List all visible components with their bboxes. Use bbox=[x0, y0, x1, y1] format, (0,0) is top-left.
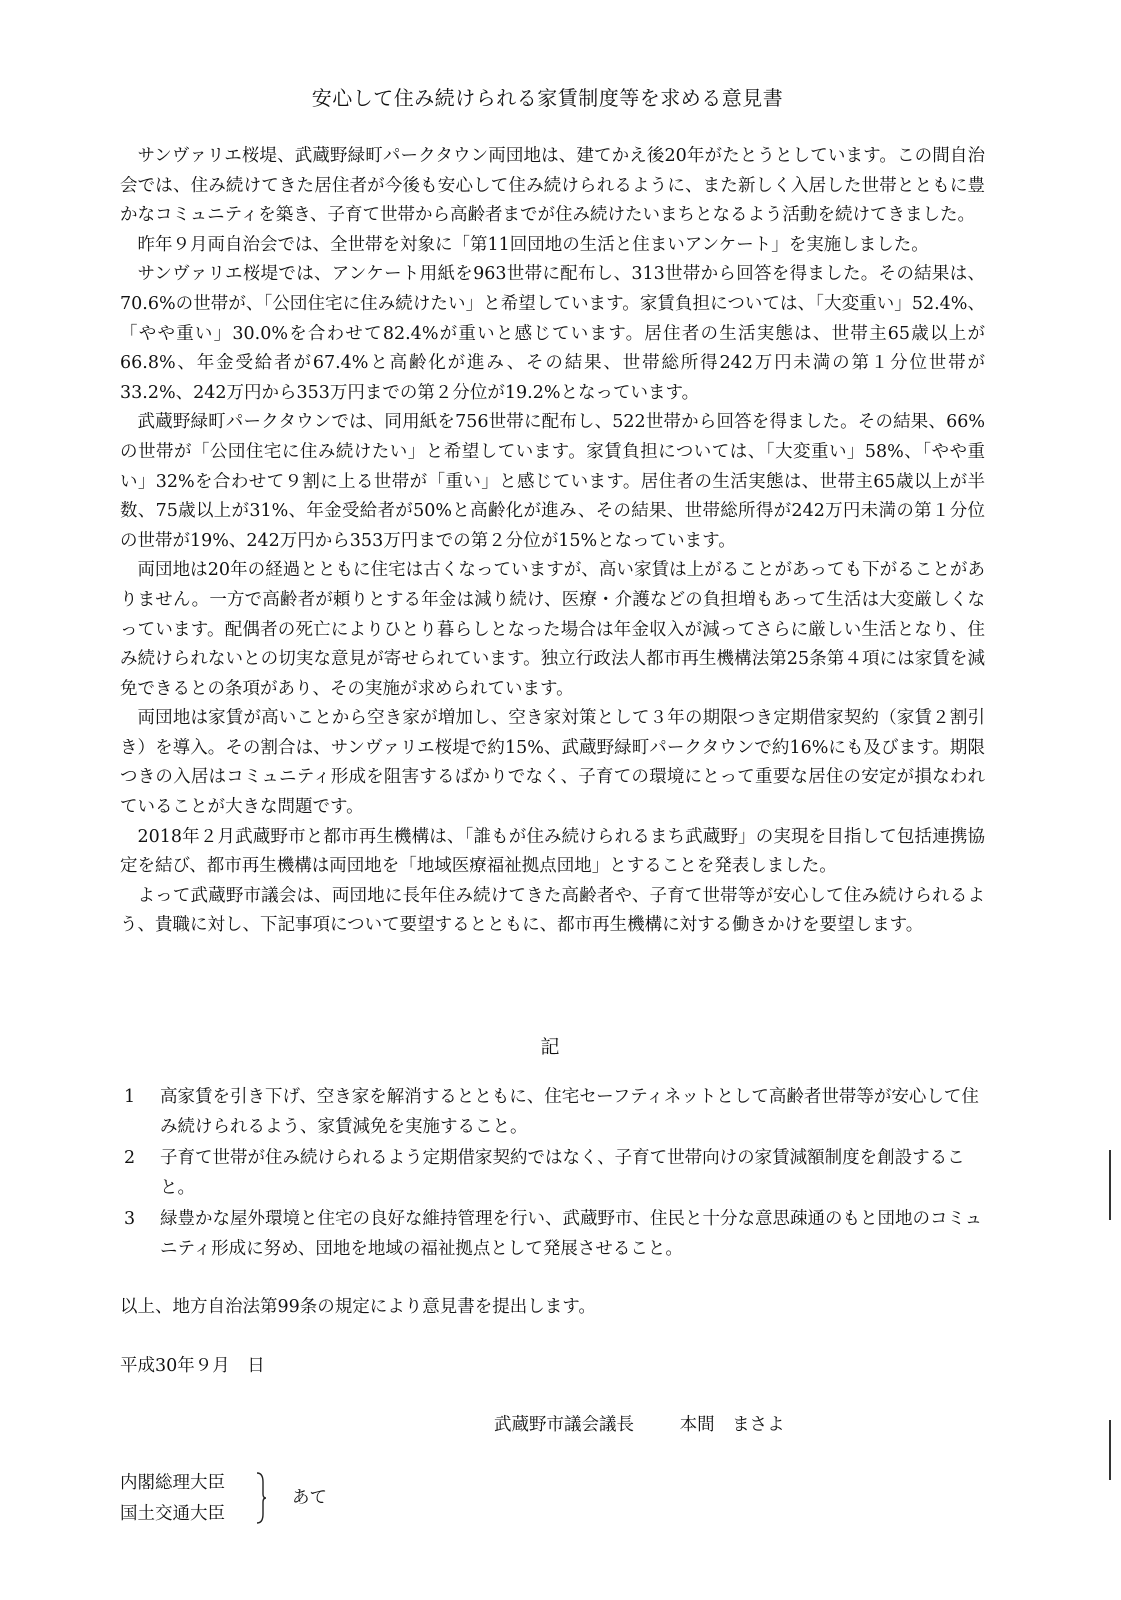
sender-name: 本間 まさよ bbox=[679, 1415, 785, 1435]
item-text: 高家賃を引き下げ、空き家を解消するとともに、住宅セーフティネットとして高齢者世帯等が安心して住み続けられるよう、家賃減免を実施すること。 bbox=[160, 1087, 979, 1137]
ki-heading: 記 bbox=[540, 1036, 560, 1058]
item-number: 2 bbox=[124, 1148, 136, 1169]
addressed-to: あて bbox=[292, 1488, 327, 1508]
recipient: 内閣総理大臣 bbox=[120, 1473, 225, 1493]
document-title: 安心して住み続けられる家賃制度等を求める意見書 bbox=[311, 86, 784, 110]
request-item bbox=[120, 1083, 990, 1142]
item-number: 3 bbox=[124, 1209, 136, 1230]
body-paragraph: サンヴァリエ桜堤、武蔵野緑町パークタウン両団地は、建てかえ後20年がたとうとしています。この間自治会では、住み続けてきた居住者が今後も安心して住み続けられるように、また新しく入居した世帯とともに豊かなコミュニティを築き、子育て世帯から高齢者までが住み続けたいまちとなるよう活動を続けてきました。 bbox=[120, 146, 985, 226]
body-paragraph: よって武蔵野市議会は、両団地に長年住み続けてきた高齢者や、子育て世帯等が安心して住み続けられるよう、貴職に対し、下記事項について要望するとともに、都市再生機構に対する働きかけを要望します。 bbox=[120, 885, 985, 936]
request-items bbox=[120, 1083, 990, 1267]
body-paragraph: 2018年２月武蔵野市と都市再生機構は、「誰もが住み続けられるまち武蔵野」の実現を目指して包括連携協定を結び、都市再生機構は両団地を「地域医療福祉拠点団地」とすることを発表しました。 bbox=[120, 826, 985, 877]
sender-title: 武蔵野市議会議長 bbox=[494, 1415, 634, 1435]
body-paragraph: 両団地は20年の経過とともに住宅は古くなっていますが、高い家賃は上がることがあっても下がることがありません。一方で高齢者が頼りとする年金は減り続け、医療・介護などの負担増もあって生活は大変厳しくなっています。配偶者の死亡によりひとり暮らしとなった場合は年金収入が減ってさらに厳しい生活となり、住み続けられないとの切実な意見が寄せられています。独立行政法人都市再生機構法第25条第４項には家賃を減免できるとの条項があり、その実施が求められています。 bbox=[120, 560, 985, 699]
brace-icon bbox=[256, 1472, 266, 1524]
body-paragraph: 昨年９月両自治会では、全世帯を対象に「第11回団地の生活と住まいアンケート」を実施しました。 bbox=[137, 234, 929, 255]
scan-edge-mark bbox=[1109, 1420, 1111, 1480]
request-item bbox=[120, 1205, 990, 1264]
body-paragraph: サンヴァリエ桜堤では、アンケート用紙を963世帯に配布し、313世帯から回答を得ました。その結果は、70.6%の世帯が、「公団住宅に住み続けたい」と希望しています。家賃負担については、「大変重い」52.4%、「やや重い」30.0%を合わせて82.4%が重いと感じています。居住者の生活実態は、世帯主65歳以上が66.8%、年金受給者が67.4%と高齢化が進み、その結果、世帯総所得242万円未満の第１分位世帯が33.2%、242万円から353万円までの第２分位が19.2%となっています。 bbox=[120, 264, 985, 403]
closing-statement: 以上、地方自治法第99条の規定により意見書を提出します。 bbox=[120, 1297, 596, 1317]
sender bbox=[494, 1411, 825, 1436]
document-body bbox=[120, 142, 985, 941]
scan-edge-mark bbox=[1109, 1150, 1111, 1220]
document-date: 平成30年９月 日 bbox=[120, 1356, 265, 1376]
body-paragraph: 武蔵野緑町パークタウンでは、同用紙を756世帯に配布し、522世帯から回答を得ました。その結果、66%の世帯が「公団住宅に住み続けたい」と希望しています。家賃負担については、「大変重い」58%、「やや重い」32%を合わせて９割に上る世帯が「重い」と感じています。居住者の生活実態は、世帯主65歳以上が半数、75歳以上が31%、年金受給者が50%と高齢化が進み、その結果、世帯総所得が242万円未満の第１分位の世帯が19%、242万円から353万円までの第２分位が15%となっています。 bbox=[120, 412, 985, 551]
item-text: 緑豊かな屋外環境と住宅の良好な維持管理を行い、武蔵野市、住民と十分な意思疎通のもと団地のコミュニティ形成に努め、団地を地域の福祉拠点として発展させること。 bbox=[160, 1209, 983, 1259]
request-item bbox=[120, 1144, 990, 1203]
item-number: 1 bbox=[124, 1087, 136, 1107]
recipient: 国土交通大臣 bbox=[120, 1504, 225, 1524]
recipients bbox=[120, 1468, 225, 1530]
item-text: 子育て世帯が住み続けられるよう定期借家契約ではなく、子育て世帯向けの家賃減額制度を創設すること。 bbox=[160, 1148, 965, 1198]
body-paragraph: 両団地は家賃が高いことから空き家が増加し、空き家対策として３年の期限つき定期借家契約（家賃２割引き）を導入。その割合は、サンヴァリエ桜堤で約15%、武蔵野緑町パークタウンで約16%にも及びます。期限つきの入居はコミュニティ形成を阻害するばかりでなく、子育ての環境にとって重要な居住の安定が損なわれていることが大きな問題です。 bbox=[120, 708, 985, 818]
